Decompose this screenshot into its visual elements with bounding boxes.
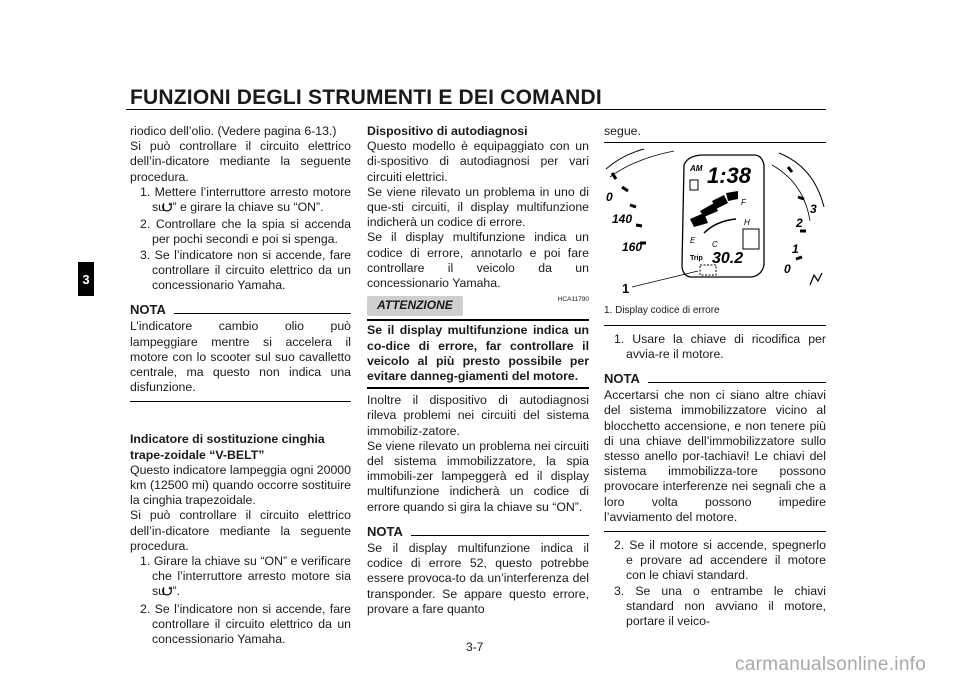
- speed-tick-label: 0: [606, 190, 613, 205]
- note-end-rule: [604, 531, 826, 532]
- figure-callout-number: 1: [622, 281, 630, 297]
- rpm-tick-label: 1: [792, 242, 799, 257]
- fuel-pump-icon: [690, 180, 698, 190]
- temp-hot-label: H: [744, 218, 750, 228]
- list-item: 1. Mettere l’interruttore arresto motore su “” e girare la chiave su “ON”.: [140, 184, 352, 215]
- warning-icon: [810, 273, 822, 285]
- note-heading: NOTA: [130, 302, 351, 317]
- list-item: 2. Controllare che la spia si accenda per pochi secondi e poi si spenga.: [140, 217, 351, 247]
- note-text: L’indicatore cambio olio può lampeggiare mentre si accelera il motore con lo scooter sul suo cavalletto centrale, ma questo non indica una disfunzione.: [130, 319, 351, 395]
- list-item: 2. Se il motore si accende, spegnerlo e provare ad accendere il motore con le chiavi standard.: [614, 538, 826, 583]
- paragraph: segue.: [604, 124, 641, 138]
- am-indicator: AM: [690, 164, 703, 174]
- paragraph: Si può controllare il circuito elettrico dell’in-dicatore mediante la seguente procedura.: [130, 508, 351, 553]
- paragraph: Inoltre il dispositivo di autodiagnosi rileva problemi nei circuiti del sistema immobiliz-zatore.: [367, 393, 589, 438]
- column-3: [604, 124, 826, 629]
- attention-badge: ATTENZIONE: [367, 296, 463, 316]
- note-heading: NOTA: [604, 371, 826, 386]
- note-text: Se il display multifunzione indica il codice di errore 52, questo potrebbe essere provoca-to da un’interferenza del transponder. Se appare questo errore, provare a fare quanto: [367, 541, 589, 616]
- list-item: 1. Usare la chiave di ricodifica per avvia-re il motore.: [614, 331, 826, 361]
- list-item: 2. Se l’indicatore non si accende, fare controllare il circuito elettrico da un concessionario Yamaha.: [140, 601, 351, 647]
- reference-code: HCA11790: [557, 296, 589, 304]
- paragraph: Se viene rilevato un problema in uno di que-sti circuiti, il display multifunzione indicherà un codice di errore.: [367, 184, 589, 230]
- fuel-full-label: F: [741, 198, 746, 208]
- attention-text: Se il display multifunzione indica un co-dice di errore, far controllare il veicolo al più presto possibile per evitare danneg-giamenti del motore.: [367, 319, 589, 389]
- section-heading: Indicatore di sostituzione cinghia trape-zoidale “V-BELT”: [130, 432, 325, 462]
- rpm-tick-label: 3: [810, 202, 817, 217]
- figure-caption: 1. Display codice di errore: [604, 305, 720, 317]
- paragraph: Questo modello è equipaggiato con un di-spositivo di autodiagnosi per vari circuiti elettrici.: [367, 139, 589, 184]
- status-indicator-icon: [743, 229, 759, 249]
- note-text: Accertarsi che non ci siano altre chiavi del sistema immobilizzatore vicino al blocchetto accensione, e non tenere più di una chiave dell’immobilizzatore sullo stesso anello por-tachiavi! Le chiavi del sistema immobilizza-tore possono provocare interferenze nei segnali che a loro volta possono impedire l’avviamento del motore.: [604, 388, 826, 524]
- note-end-rule: [130, 401, 351, 402]
- paragraph: Questo indicatore lampeggia ogni 20000 km (12500 mi) quando occorre sostituire la cinghia trapezoidale.: [130, 462, 351, 508]
- dashboard-figure: [604, 142, 826, 325]
- fuel-empty-label: E: [690, 236, 696, 246]
- speed-tick-label: 160: [622, 240, 643, 255]
- chapter-tab: 3: [78, 262, 94, 296]
- section-heading: Dispositivo di autodiagnosi: [367, 124, 528, 138]
- paragraph: Se viene rilevato un problema nei circuiti del sistema immobilizzatore, la spia immobili-zer lampeggerà ed il display multifunzione indicherà un codice di errore quando si gira la chiave su “ON”.: [367, 438, 589, 514]
- rpm-tick-label: 0: [784, 262, 791, 277]
- header-rule: [126, 109, 826, 110]
- speed-tick-label: 140: [612, 212, 633, 227]
- list-item: 3. Se l’indicatore non si accende, fare controllare il circuito elettrico da un concessionario Yamaha.: [140, 247, 351, 293]
- list-item: 1. Girare la chiave su “ON” e verificare che l’interruttore arresto motore sia su “”.: [140, 554, 351, 599]
- column-1: [130, 124, 351, 647]
- paragraph: Se il display multifunzione indica un codice di errore, annotarlo e poi fare controllare il veicolo da un concessionario Yamaha.: [367, 230, 589, 291]
- paragraph: riodico dell’olio. (Vedere pagina 6-13.): [130, 124, 337, 138]
- instrument-cluster-illustration: [604, 147, 826, 297]
- trip-value: 30.2: [712, 250, 744, 268]
- note-heading: NOTA: [367, 524, 589, 539]
- attention-header: [367, 296, 589, 316]
- page-header-title: FUNZIONI DEGLI STRUMENTI E DEI COMANDI: [130, 86, 602, 109]
- watermark-logo: carmanualsonline.info: [735, 654, 927, 675]
- trip-label: Trip: [690, 255, 703, 263]
- page-number: 3-7: [466, 640, 484, 654]
- rpm-tick-label: 2: [796, 216, 803, 231]
- temp-cold-label: C: [712, 240, 718, 250]
- clock-display: 1:38: [707, 163, 752, 189]
- list-item: 3. Se una o entrambe le chiavi standard non avviano il motore, portare il veico-: [614, 583, 826, 629]
- column-2: [367, 124, 589, 617]
- paragraph: Si può controllare il circuito elettrico dell’in-dicatore mediante la seguente procedura.: [130, 139, 351, 184]
